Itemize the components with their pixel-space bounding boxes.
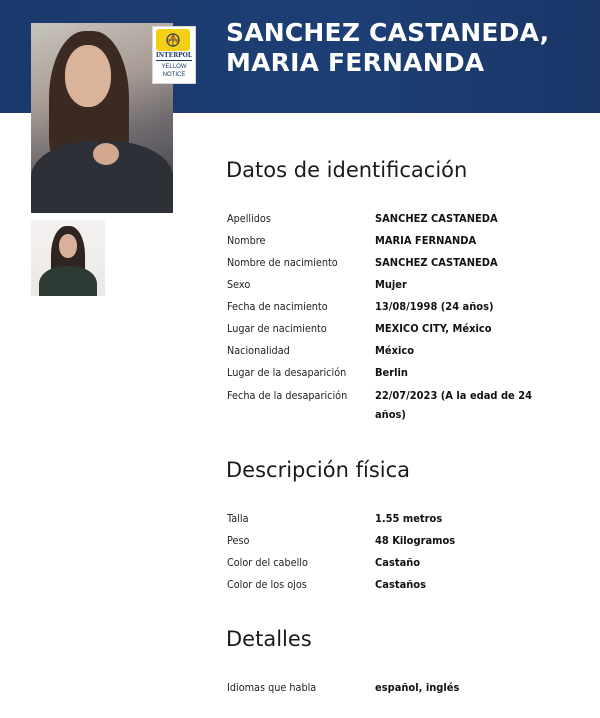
yellow-notice-badge: [152, 26, 196, 84]
row-value-nationality: México: [375, 344, 415, 357]
row-value-forename: MARIA FERNANDA: [375, 234, 477, 247]
row-value-disappearance-place: Berlin: [375, 366, 408, 379]
row-value-birth-name: SANCHEZ CASTANEDA: [375, 256, 498, 269]
row-label-birth-date: Fecha de nacimiento: [227, 300, 328, 313]
row-value-languages: español, inglés: [375, 681, 460, 694]
badge-divider: [156, 60, 192, 61]
section-title-details: Detalles: [226, 627, 312, 651]
section-title-physical: Descripción física: [226, 458, 411, 482]
row-value-weight: 48 Kilogramos: [375, 534, 456, 547]
section-title-identification: Datos de identificación: [226, 158, 468, 182]
row-label-languages: Idiomas que habla: [227, 681, 317, 694]
thumb-body-shape: [39, 266, 97, 296]
row-label-height: Talla: [227, 512, 249, 525]
person-photo-thumbnail[interactable]: [31, 220, 105, 296]
row-label-forename: Nombre: [227, 234, 266, 247]
row-value-disappearance-date: 22/07/2023 (A la edad de 24 años): [375, 389, 532, 421]
row-label-hair-color: Color del cabello: [227, 556, 308, 569]
row-value-birth-date: 13/08/1998 (24 años): [375, 300, 494, 313]
row-label-birth-place: Lugar de nacimiento: [227, 322, 327, 335]
row-value-sex: Mujer: [375, 278, 407, 291]
row-label-sex: Sexo: [227, 278, 251, 291]
photo-face-shape: [65, 45, 111, 107]
interpol-emblem-icon: [156, 29, 190, 51]
row-label-disappearance-place: Lugar de la desaparición: [227, 366, 347, 379]
row-value-birth-place: MEXICO CITY, México: [375, 322, 492, 335]
row-label-surname: Apellidos: [227, 212, 271, 225]
thumb-face-shape: [59, 234, 77, 258]
row-value-surname: SANCHEZ CASTANEDA: [375, 212, 498, 225]
row-label-nationality: Nacionalidad: [227, 344, 290, 357]
row-label-disappearance-date: Fecha de la desaparición: [227, 389, 348, 402]
photo-hand-shape: [93, 143, 119, 165]
person-name-title: SANCHEZ CASTANEDA, MARIA FERNANDA: [226, 18, 550, 77]
badge-type-label: YELLOW NOTICE: [161, 64, 187, 78]
row-label-weight: Peso: [227, 534, 250, 547]
row-value-height: 1.55 metros: [375, 512, 443, 525]
badge-org-label: INTERPOL: [155, 52, 193, 59]
row-value-eye-color: Castaños: [375, 578, 427, 591]
row-label-eye-color: Color de los ojos: [227, 578, 307, 591]
row-value-hair-color: Castaño: [375, 556, 421, 569]
row-label-birth-name: Nombre de nacimiento: [227, 256, 338, 269]
